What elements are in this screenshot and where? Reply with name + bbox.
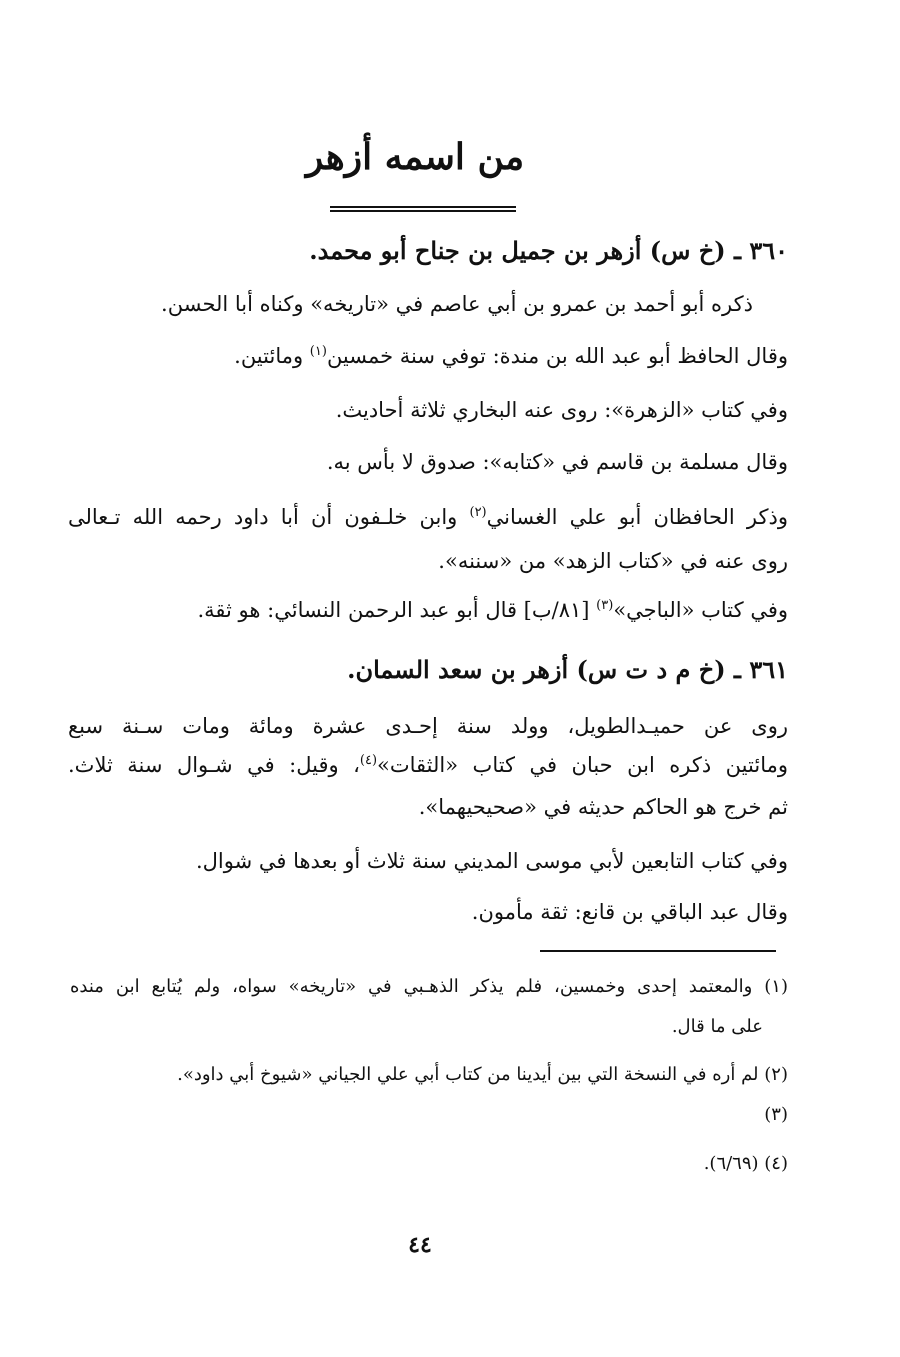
entry-360-line-7 — [197, 598, 788, 622]
page-number: ٤٤ — [408, 1232, 432, 1258]
footnote-ref-1: (١) — [309, 344, 327, 359]
entry-360-line-6: روى عنه في «كتاب الزهد» من «سننه». — [438, 549, 788, 573]
footnote-1-continued: على ما قال. — [671, 1016, 763, 1037]
entry-360-line-5-end: وابن خلـفون أن أبا داود رحمه الله تـعالى — [68, 505, 470, 529]
entry-361-line-2 — [68, 753, 788, 777]
entry-361-line-3: ثم خرج هو الحاكم حديثه في «صحيحيهما». — [418, 795, 788, 819]
title-underline — [330, 206, 516, 212]
footnote-4: (٤) (٦/٦٩). — [703, 1153, 788, 1174]
entry-360-line-3: وفي كتاب «الزهرة»: روى عنه البخاري ثلاثة أحاديث. — [335, 398, 788, 422]
entry-360-line-4: وقال مسلمة بن قاسم في «كتابه»: صدوق لا بأس به. — [326, 450, 788, 474]
entry-361-line-1: روى عن حميـدالطويل، وولد سنة إحـدى عشرة ومائة ومات سـنة سبع — [68, 714, 788, 738]
entry-361-line-4: وفي كتاب التابعين لأبي موسى المديني سنة ثلاث أو بعدها في شوال. — [195, 849, 788, 873]
entry-360-line-7-end: [٨١/ب] قال أبو عبد الرحمن النسائي: هو ثقة. — [197, 598, 597, 622]
entry-360-line-1: ذكره أبو أحمد بن عمرو بن أبي عاصم في «تاريخه» وكناه أبا الحسن. — [161, 292, 753, 316]
footnote-separator — [540, 950, 776, 952]
section-title: من اسمه أزهر — [305, 136, 525, 178]
footnote-ref-3: (٣) — [596, 598, 614, 613]
entry-361-heading: ٣٦١ ـ (خ م د ت س) أزهر بن سعد السمان. — [347, 655, 788, 684]
entry-360-line-5-text: وذكر الحافظان أبو علي الغساني — [486, 505, 788, 529]
footnote-ref-2: (٢) — [469, 505, 487, 520]
entry-360-heading: ٣٦٠ ـ (خ س) أزهر بن جميل بن جناح أبو محمد. — [309, 236, 788, 265]
entry-360-line-5 — [68, 505, 788, 529]
footnote-3: (٣) — [764, 1104, 788, 1125]
entry-361-line-5: وقال عبد الباقي بن قانع: ثقة مأمون. — [471, 900, 788, 924]
footnote-1: (١) والمعتمد إحدى وخمسين، فلم يذكر الذهـبي في «تاريخه» سواه، ولم يُتابع ابن منده — [70, 976, 788, 997]
entry-360-line-7-text: وفي كتاب «الباجي» — [613, 598, 788, 622]
entry-360-line-2-end: ومائتين. — [234, 344, 310, 368]
footnote-ref-4: (٤) — [359, 753, 378, 768]
entry-360-line-2 — [234, 344, 788, 368]
entry-360-line-2-text: وقال الحافظ أبو عبد الله بن مندة: توفي سنة خمسين — [326, 344, 788, 368]
entry-361-line-2-end: ، وقيل: في شـوال سنة ثلاث. — [68, 753, 360, 777]
footnote-2: (٢) لم أره في النسخة التي بين أيدينا من كتاب أبي علي الجياني «شيوخ أبي داود». — [177, 1064, 788, 1085]
entry-361-line-2-text: ومائتين ذكره ابن حبان في كتاب «الثقات» — [377, 753, 788, 777]
